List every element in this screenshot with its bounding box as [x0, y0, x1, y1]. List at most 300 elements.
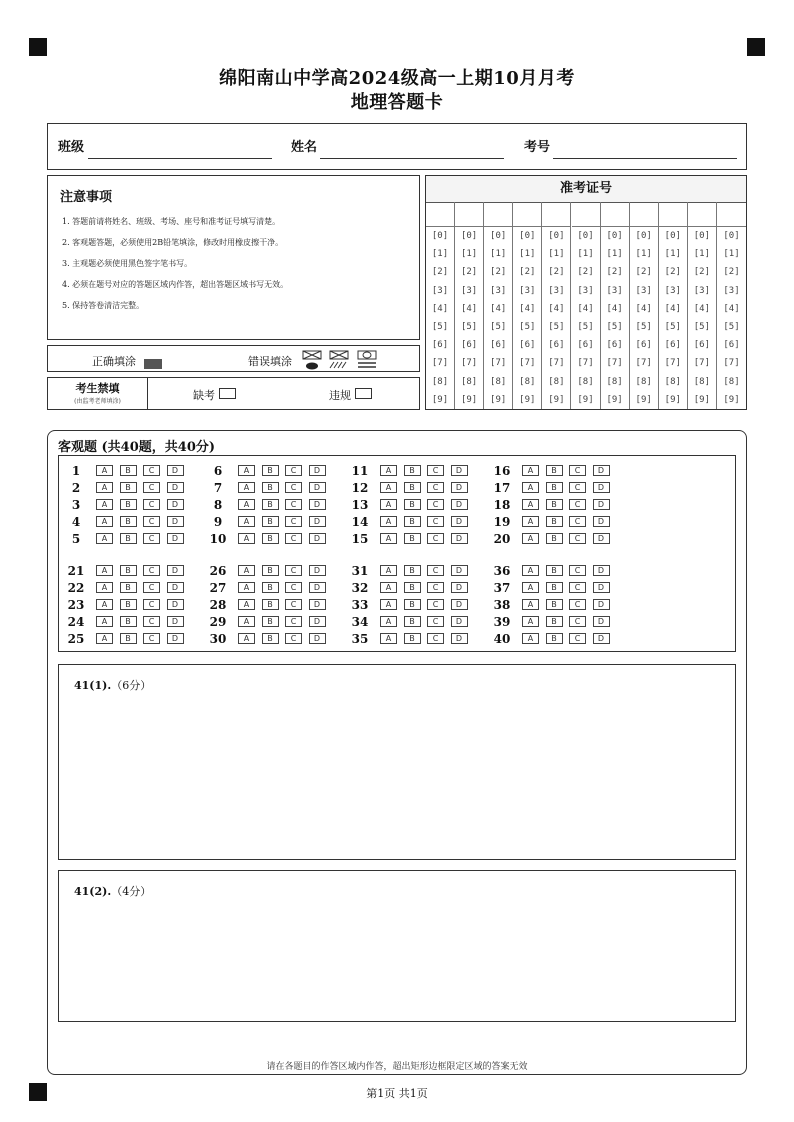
- option-c-bubble[interactable]: C: [143, 499, 160, 510]
- exam-digit-bubble[interactable]: [7]: [723, 358, 740, 369]
- exam-number-write-cell[interactable]: [572, 202, 600, 227]
- exam-digit-bubble[interactable]: [6]: [460, 340, 478, 351]
- exam-digit-bubble[interactable]: [4]: [519, 303, 536, 314]
- exam-digit-bubble[interactable]: [0]: [635, 231, 652, 241]
- option-b-bubble[interactable]: B: [262, 599, 279, 610]
- option-b-bubble[interactable]: B: [404, 565, 421, 576]
- option-b-bubble[interactable]: B: [262, 482, 279, 493]
- option-b-bubble[interactable]: B: [546, 565, 563, 576]
- question-30: [201, 632, 341, 646]
- exam-digit-bubble[interactable]: [0]: [460, 231, 478, 241]
- option-c-bubble[interactable]: C: [285, 533, 302, 544]
- exam-digit-bubble[interactable]: [0]: [519, 231, 536, 241]
- option-b-bubble[interactable]: B: [546, 633, 563, 644]
- exam-digit-bubble[interactable]: [0]: [723, 231, 740, 241]
- exam-digit-bubble[interactable]: [8]: [635, 376, 652, 387]
- exam-digit-bubble[interactable]: [9]: [664, 394, 681, 405]
- exam-digit-bubble[interactable]: [5]: [431, 321, 449, 332]
- option-c-bubble[interactable]: C: [427, 582, 444, 593]
- exam-digit-bubble[interactable]: [5]: [577, 321, 594, 332]
- answer-box-41-1[interactable]: [58, 664, 736, 860]
- option-b-bubble[interactable]: B: [404, 582, 421, 593]
- exam-digit-bubble[interactable]: [3]: [693, 285, 711, 296]
- option-d-bubble[interactable]: D: [593, 633, 610, 644]
- option-a-bubble[interactable]: A: [96, 499, 113, 510]
- option-d-bubble[interactable]: D: [451, 499, 468, 510]
- exam-digit-bubble[interactable]: [1]: [548, 249, 565, 260]
- option-d-bubble[interactable]: D: [167, 616, 184, 627]
- option-c-bubble[interactable]: C: [569, 599, 586, 610]
- option-c-bubble[interactable]: C: [569, 465, 586, 476]
- question-31: [343, 564, 483, 578]
- option-a-bubble[interactable]: A: [380, 516, 397, 527]
- correct-fill-label: 正确填涂: [92, 355, 136, 368]
- option-d-bubble[interactable]: D: [451, 582, 468, 593]
- option-d-bubble[interactable]: D: [451, 633, 468, 644]
- option-d-bubble[interactable]: D: [593, 599, 610, 610]
- exam-digit-bubble[interactable]: [7]: [460, 358, 478, 369]
- option-b-bubble[interactable]: B: [262, 633, 279, 644]
- option-c-bubble[interactable]: C: [569, 565, 586, 576]
- option-c-bubble[interactable]: C: [285, 582, 302, 593]
- option-b-bubble[interactable]: B: [262, 616, 279, 627]
- exam-digit-bubble[interactable]: [1]: [577, 249, 594, 260]
- exam-digit-bubble[interactable]: [5]: [635, 321, 652, 332]
- exam-digit-bubble[interactable]: [5]: [460, 321, 478, 332]
- option-c-bubble[interactable]: C: [569, 516, 586, 527]
- option-c-bubble[interactable]: C: [143, 633, 160, 644]
- exam-digit-bubble[interactable]: [4]: [577, 303, 594, 314]
- exam-number-write-cell[interactable]: [688, 202, 716, 227]
- option-b-bubble[interactable]: B: [120, 565, 137, 576]
- exam-digit-bubble[interactable]: [4]: [693, 303, 711, 314]
- option-a-bubble[interactable]: A: [238, 482, 255, 493]
- exam-digit-bubble[interactable]: [7]: [431, 358, 449, 369]
- exam-digit-bubble[interactable]: [9]: [693, 394, 711, 405]
- exam-digit-bubble[interactable]: [6]: [548, 340, 565, 351]
- exam-digit-bubble[interactable]: [0]: [577, 231, 594, 241]
- option-c-bubble[interactable]: C: [427, 633, 444, 644]
- option-d-bubble[interactable]: D: [593, 499, 610, 510]
- option-a-bubble[interactable]: A: [238, 499, 255, 510]
- option-b-bubble[interactable]: B: [262, 582, 279, 593]
- option-b-bubble[interactable]: B: [262, 533, 279, 544]
- exam-digit-bubble[interactable]: [4]: [431, 303, 449, 314]
- option-d-bubble[interactable]: D: [167, 599, 184, 610]
- option-b-bubble[interactable]: B: [404, 482, 421, 493]
- exam-no-field[interactable]: [553, 158, 737, 159]
- option-a-bubble[interactable]: A: [522, 565, 539, 576]
- option-c-bubble[interactable]: C: [427, 565, 444, 576]
- exam-digit-bubble[interactable]: [9]: [635, 394, 652, 405]
- exam-digit-bubble[interactable]: [2]: [431, 267, 449, 278]
- option-c-bubble[interactable]: C: [569, 582, 586, 593]
- option-c-bubble[interactable]: C: [285, 616, 302, 627]
- exam-digit-bubble[interactable]: [8]: [693, 376, 711, 387]
- option-c-bubble[interactable]: C: [285, 499, 302, 510]
- class-field[interactable]: [88, 158, 272, 159]
- exam-digit-bubble[interactable]: [7]: [693, 358, 711, 369]
- exam-digit-bubble[interactable]: [6]: [577, 340, 594, 351]
- option-a-bubble[interactable]: A: [522, 465, 539, 476]
- option-a-bubble[interactable]: A: [380, 616, 397, 627]
- exam-digit-bubble[interactable]: [9]: [548, 394, 565, 405]
- exam-digit-bubble[interactable]: [2]: [723, 267, 740, 278]
- option-b-bubble[interactable]: B: [404, 599, 421, 610]
- exam-digit-bubble[interactable]: [3]: [606, 285, 623, 296]
- exam-digit-bubble[interactable]: [7]: [519, 358, 536, 369]
- exam-number-column: [659, 202, 688, 410]
- option-b-bubble[interactable]: B: [404, 633, 421, 644]
- option-b-bubble[interactable]: B: [120, 616, 137, 627]
- option-a-bubble[interactable]: A: [96, 616, 113, 627]
- exam-digit-bubble[interactable]: [4]: [548, 303, 565, 314]
- exam-digit-bubble[interactable]: [2]: [490, 267, 507, 278]
- option-d-bubble[interactable]: D: [167, 516, 184, 527]
- option-d-bubble[interactable]: D: [593, 465, 610, 476]
- option-a-bubble[interactable]: A: [522, 499, 539, 510]
- exam-digit-bubble[interactable]: [0]: [490, 231, 507, 241]
- option-a-bubble[interactable]: A: [380, 499, 397, 510]
- option-a-bubble[interactable]: A: [522, 582, 539, 593]
- option-b-bubble[interactable]: B: [262, 499, 279, 510]
- option-a-bubble[interactable]: A: [238, 616, 255, 627]
- option-c-bubble[interactable]: C: [143, 533, 160, 544]
- option-d-bubble[interactable]: D: [593, 516, 610, 527]
- exam-digit-bubble[interactable]: [1]: [635, 249, 652, 260]
- exam-number-write-cell[interactable]: [659, 202, 687, 227]
- exam-digit-bubble[interactable]: [1]: [664, 249, 681, 260]
- option-c-bubble[interactable]: C: [285, 565, 302, 576]
- exam-digit-bubble[interactable]: [5]: [723, 321, 740, 332]
- exam-digit-bubble[interactable]: [2]: [606, 267, 623, 278]
- option-a-bubble[interactable]: A: [522, 616, 539, 627]
- exam-digit-bubble[interactable]: [3]: [723, 285, 740, 296]
- option-a-bubble[interactable]: A: [96, 516, 113, 527]
- exam-digit-bubble[interactable]: [7]: [664, 358, 681, 369]
- exam-digit-bubble[interactable]: [1]: [431, 249, 449, 260]
- option-a-bubble[interactable]: A: [380, 533, 397, 544]
- exam-digit-bubble[interactable]: [0]: [431, 231, 449, 241]
- option-d-bubble[interactable]: D: [593, 533, 610, 544]
- option-a-bubble[interactable]: A: [96, 565, 113, 576]
- option-d-bubble[interactable]: D: [309, 516, 326, 527]
- exam-digit-bubble[interactable]: [6]: [519, 340, 536, 351]
- option-c-bubble[interactable]: C: [569, 499, 586, 510]
- option-c-bubble[interactable]: C: [143, 465, 160, 476]
- option-d-bubble[interactable]: D: [309, 533, 326, 544]
- exam-digit-bubble[interactable]: [3]: [577, 285, 594, 296]
- option-d-bubble[interactable]: D: [593, 582, 610, 593]
- exam-digit-bubble[interactable]: [1]: [460, 249, 478, 260]
- exam-digit-bubble[interactable]: [4]: [635, 303, 652, 314]
- exam-digit-bubble[interactable]: [2]: [519, 267, 536, 278]
- option-d-bubble[interactable]: D: [309, 482, 326, 493]
- option-d-bubble[interactable]: D: [593, 565, 610, 576]
- option-a-bubble[interactable]: A: [522, 516, 539, 527]
- option-d-bubble[interactable]: D: [451, 599, 468, 610]
- option-b-bubble[interactable]: B: [120, 482, 137, 493]
- exam-number-write-cell[interactable]: [717, 202, 746, 227]
- option-c-bubble[interactable]: C: [143, 599, 160, 610]
- exam-digit-bubble[interactable]: [6]: [490, 340, 507, 351]
- violation-checkbox[interactable]: [355, 388, 372, 399]
- option-c-bubble[interactable]: C: [569, 633, 586, 644]
- option-c-bubble[interactable]: C: [427, 616, 444, 627]
- exam-digit-bubble[interactable]: [8]: [431, 376, 449, 387]
- exam-digit-bubble[interactable]: [0]: [664, 231, 681, 241]
- option-a-bubble[interactable]: A: [96, 599, 113, 610]
- exam-digit-bubble[interactable]: [6]: [664, 340, 681, 351]
- option-c-bubble[interactable]: C: [285, 482, 302, 493]
- option-c-bubble[interactable]: C: [569, 616, 586, 627]
- exam-digit-bubble[interactable]: [6]: [693, 340, 711, 351]
- option-a-bubble[interactable]: A: [238, 633, 255, 644]
- option-b-bubble[interactable]: B: [262, 516, 279, 527]
- option-c-bubble[interactable]: C: [569, 533, 586, 544]
- option-c-bubble[interactable]: C: [285, 516, 302, 527]
- option-b-bubble[interactable]: B: [120, 633, 137, 644]
- option-a-bubble[interactable]: A: [96, 633, 113, 644]
- option-a-bubble[interactable]: A: [380, 565, 397, 576]
- option-c-bubble[interactable]: C: [143, 516, 160, 527]
- option-b-bubble[interactable]: B: [120, 465, 137, 476]
- exam-digit-bubble[interactable]: [9]: [606, 394, 623, 405]
- option-a-bubble[interactable]: A: [380, 582, 397, 593]
- exam-digit-bubble[interactable]: [4]: [606, 303, 623, 314]
- option-d-bubble[interactable]: D: [451, 482, 468, 493]
- exam-digit-bubble[interactable]: [4]: [490, 303, 507, 314]
- option-a-bubble[interactable]: A: [238, 582, 255, 593]
- exam-digit-bubble[interactable]: [2]: [664, 267, 681, 278]
- option-d-bubble[interactable]: D: [167, 465, 184, 476]
- option-d-bubble[interactable]: D: [309, 582, 326, 593]
- forbidden-title: 考生禁填: [75, 382, 120, 395]
- option-a-bubble[interactable]: A: [96, 582, 113, 593]
- option-d-bubble[interactable]: D: [309, 565, 326, 576]
- exam-digit-bubble[interactable]: [1]: [519, 249, 536, 260]
- option-b-bubble[interactable]: B: [120, 516, 137, 527]
- option-a-bubble[interactable]: A: [238, 533, 255, 544]
- name-field[interactable]: [320, 158, 504, 159]
- option-a-bubble[interactable]: A: [380, 465, 397, 476]
- option-d-bubble[interactable]: D: [167, 582, 184, 593]
- answer-box-41-2[interactable]: [58, 870, 736, 1022]
- exam-digit-bubble[interactable]: [8]: [577, 376, 594, 387]
- exam-digit-bubble[interactable]: [4]: [460, 303, 478, 314]
- exam-digit-bubble[interactable]: [5]: [693, 321, 711, 332]
- option-d-bubble[interactable]: D: [593, 482, 610, 493]
- violation-label: 违规: [329, 389, 351, 402]
- exam-digit-bubble[interactable]: [3]: [431, 285, 449, 296]
- option-b-bubble[interactable]: B: [404, 616, 421, 627]
- exam-digit-bubble[interactable]: [2]: [635, 267, 652, 278]
- option-a-bubble[interactable]: A: [238, 565, 255, 576]
- exam-digit-bubble[interactable]: [9]: [519, 394, 536, 405]
- option-b-bubble[interactable]: B: [546, 465, 563, 476]
- option-a-bubble[interactable]: A: [522, 633, 539, 644]
- option-b-bubble[interactable]: B: [120, 582, 137, 593]
- option-c-bubble[interactable]: C: [285, 599, 302, 610]
- exam-digit-bubble[interactable]: [8]: [664, 376, 681, 387]
- option-c-bubble[interactable]: C: [427, 482, 444, 493]
- exam-digit-bubble[interactable]: [3]: [519, 285, 536, 296]
- option-a-bubble[interactable]: A: [380, 482, 397, 493]
- option-c-bubble[interactable]: C: [569, 482, 586, 493]
- option-a-bubble[interactable]: A: [238, 465, 255, 476]
- question-10: [201, 532, 341, 546]
- exam-digit-bubble[interactable]: [2]: [577, 267, 594, 278]
- exam-digit-bubble[interactable]: [7]: [635, 358, 652, 369]
- exam-number-write-cell[interactable]: [601, 202, 629, 227]
- option-d-bubble[interactable]: D: [451, 533, 468, 544]
- exam-digit-bubble[interactable]: [7]: [606, 358, 623, 369]
- exam-digit-bubble[interactable]: [6]: [431, 340, 449, 351]
- exam-number-write-cell[interactable]: [455, 202, 483, 227]
- exam-digit-bubble[interactable]: [9]: [431, 394, 449, 405]
- option-c-bubble[interactable]: C: [427, 499, 444, 510]
- option-b-bubble[interactable]: B: [262, 465, 279, 476]
- exam-digit-bubble[interactable]: [4]: [723, 303, 740, 314]
- option-d-bubble[interactable]: D: [451, 465, 468, 476]
- option-d-bubble[interactable]: D: [451, 516, 468, 527]
- exam-digit-bubble[interactable]: [8]: [460, 376, 478, 387]
- exam-digit-bubble[interactable]: [7]: [577, 358, 594, 369]
- exam-digit-bubble[interactable]: [8]: [548, 376, 565, 387]
- exam-digit-bubble[interactable]: [9]: [723, 394, 740, 405]
- exam-digit-bubble[interactable]: [5]: [490, 321, 507, 332]
- exam-digit-bubble[interactable]: [2]: [460, 267, 478, 278]
- exam-digit-bubble[interactable]: [4]: [664, 303, 681, 314]
- exam-digit-bubble[interactable]: [0]: [606, 231, 623, 241]
- exam-digit-bubble[interactable]: [6]: [723, 340, 740, 351]
- option-b-bubble[interactable]: B: [546, 599, 563, 610]
- option-a-bubble[interactable]: A: [380, 599, 397, 610]
- option-c-bubble[interactable]: C: [143, 582, 160, 593]
- exam-digit-bubble[interactable]: [5]: [548, 321, 565, 332]
- question-19: [485, 515, 625, 529]
- option-d-bubble[interactable]: D: [167, 482, 184, 493]
- exam-digit-bubble[interactable]: [9]: [490, 394, 507, 405]
- exam-digit-bubble[interactable]: [6]: [606, 340, 623, 351]
- option-a-bubble[interactable]: A: [96, 533, 113, 544]
- exam-digit-bubble[interactable]: [8]: [519, 376, 536, 387]
- option-c-bubble[interactable]: C: [285, 633, 302, 644]
- option-b-bubble[interactable]: B: [546, 499, 563, 510]
- option-b-bubble[interactable]: B: [404, 533, 421, 544]
- exam-digit-bubble[interactable]: [3]: [635, 285, 652, 296]
- option-b-bubble[interactable]: B: [546, 616, 563, 627]
- option-d-bubble[interactable]: D: [309, 633, 326, 644]
- exam-number-write-cell[interactable]: [484, 202, 512, 227]
- option-b-bubble[interactable]: B: [546, 582, 563, 593]
- exam-digit-bubble[interactable]: [9]: [577, 394, 594, 405]
- option-d-bubble[interactable]: D: [309, 465, 326, 476]
- option-a-bubble[interactable]: A: [522, 533, 539, 544]
- exam-digit-bubble[interactable]: [2]: [548, 267, 565, 278]
- exam-digit-bubble[interactable]: [7]: [548, 358, 565, 369]
- option-b-bubble[interactable]: B: [404, 465, 421, 476]
- option-a-bubble[interactable]: A: [96, 465, 113, 476]
- option-c-bubble[interactable]: C: [143, 616, 160, 627]
- exam-digit-bubble[interactable]: [0]: [548, 231, 565, 241]
- absent-checkbox[interactable]: [219, 388, 236, 399]
- exam-number-write-cell[interactable]: [630, 202, 658, 227]
- option-b-bubble[interactable]: B: [262, 565, 279, 576]
- option-d-bubble[interactable]: D: [167, 499, 184, 510]
- option-a-bubble[interactable]: A: [96, 482, 113, 493]
- forbidden-box: [47, 377, 420, 410]
- exam-number-write-cell[interactable]: [542, 202, 570, 227]
- exam-digit-bubble[interactable]: [3]: [460, 285, 478, 296]
- option-c-bubble[interactable]: C: [427, 599, 444, 610]
- option-c-bubble[interactable]: C: [285, 465, 302, 476]
- option-b-bubble[interactable]: B: [546, 482, 563, 493]
- exam-digit-bubble[interactable]: [5]: [606, 321, 623, 332]
- exam-digit-bubble[interactable]: [9]: [460, 394, 478, 405]
- exam-digit-bubble[interactable]: [5]: [519, 321, 536, 332]
- exam-number-write-cell[interactable]: [426, 202, 454, 227]
- exam-digit-bubble[interactable]: [1]: [693, 249, 711, 260]
- exam-digit-bubble[interactable]: [1]: [490, 249, 507, 260]
- exam-digit-bubble[interactable]: [2]: [693, 267, 711, 278]
- option-b-bubble[interactable]: B: [120, 499, 137, 510]
- exam-digit-bubble[interactable]: [3]: [490, 285, 507, 296]
- exam-digit-bubble[interactable]: [0]: [693, 231, 711, 241]
- student-info-box: [47, 123, 747, 170]
- option-d-bubble[interactable]: D: [309, 499, 326, 510]
- option-a-bubble[interactable]: A: [522, 599, 539, 610]
- exam-number-write-cell[interactable]: [513, 202, 541, 227]
- exam-digit-bubble[interactable]: [5]: [664, 321, 681, 332]
- option-a-bubble[interactable]: A: [380, 633, 397, 644]
- option-b-bubble[interactable]: B: [546, 516, 563, 527]
- option-a-bubble[interactable]: A: [522, 482, 539, 493]
- option-c-bubble[interactable]: C: [143, 482, 160, 493]
- question-28: [201, 598, 341, 612]
- option-d-bubble[interactable]: D: [451, 616, 468, 627]
- option-d-bubble[interactable]: D: [451, 565, 468, 576]
- option-c-bubble[interactable]: C: [427, 516, 444, 527]
- option-d-bubble[interactable]: D: [167, 633, 184, 644]
- exam-digit-bubble[interactable]: [1]: [723, 249, 740, 260]
- option-d-bubble[interactable]: D: [593, 616, 610, 627]
- exam-digit-bubble[interactable]: [6]: [635, 340, 652, 351]
- question-41-1-points: （6分）: [111, 679, 152, 692]
- exam-digit-bubble[interactable]: [8]: [723, 376, 740, 387]
- option-c-bubble[interactable]: C: [143, 565, 160, 576]
- exam-digit-bubble[interactable]: [8]: [490, 376, 507, 387]
- option-a-bubble[interactable]: A: [238, 516, 255, 527]
- option-d-bubble[interactable]: D: [309, 616, 326, 627]
- option-a-bubble[interactable]: A: [238, 599, 255, 610]
- option-c-bubble[interactable]: C: [427, 533, 444, 544]
- option-b-bubble[interactable]: B: [404, 516, 421, 527]
- option-d-bubble[interactable]: D: [167, 565, 184, 576]
- exam-digit-bubble[interactable]: [3]: [548, 285, 565, 296]
- option-d-bubble[interactable]: D: [167, 533, 184, 544]
- exam-digit-bubble[interactable]: [1]: [606, 249, 623, 260]
- exam-digit-bubble[interactable]: [8]: [606, 376, 623, 387]
- exam-digit-bubble[interactable]: [7]: [490, 358, 507, 369]
- option-b-bubble[interactable]: B: [120, 599, 137, 610]
- exam-digit-bubble[interactable]: [3]: [664, 285, 681, 296]
- option-c-bubble[interactable]: C: [427, 465, 444, 476]
- option-d-bubble[interactable]: D: [309, 599, 326, 610]
- option-b-bubble[interactable]: B: [546, 533, 563, 544]
- option-b-bubble[interactable]: B: [120, 533, 137, 544]
- option-b-bubble[interactable]: B: [404, 499, 421, 510]
